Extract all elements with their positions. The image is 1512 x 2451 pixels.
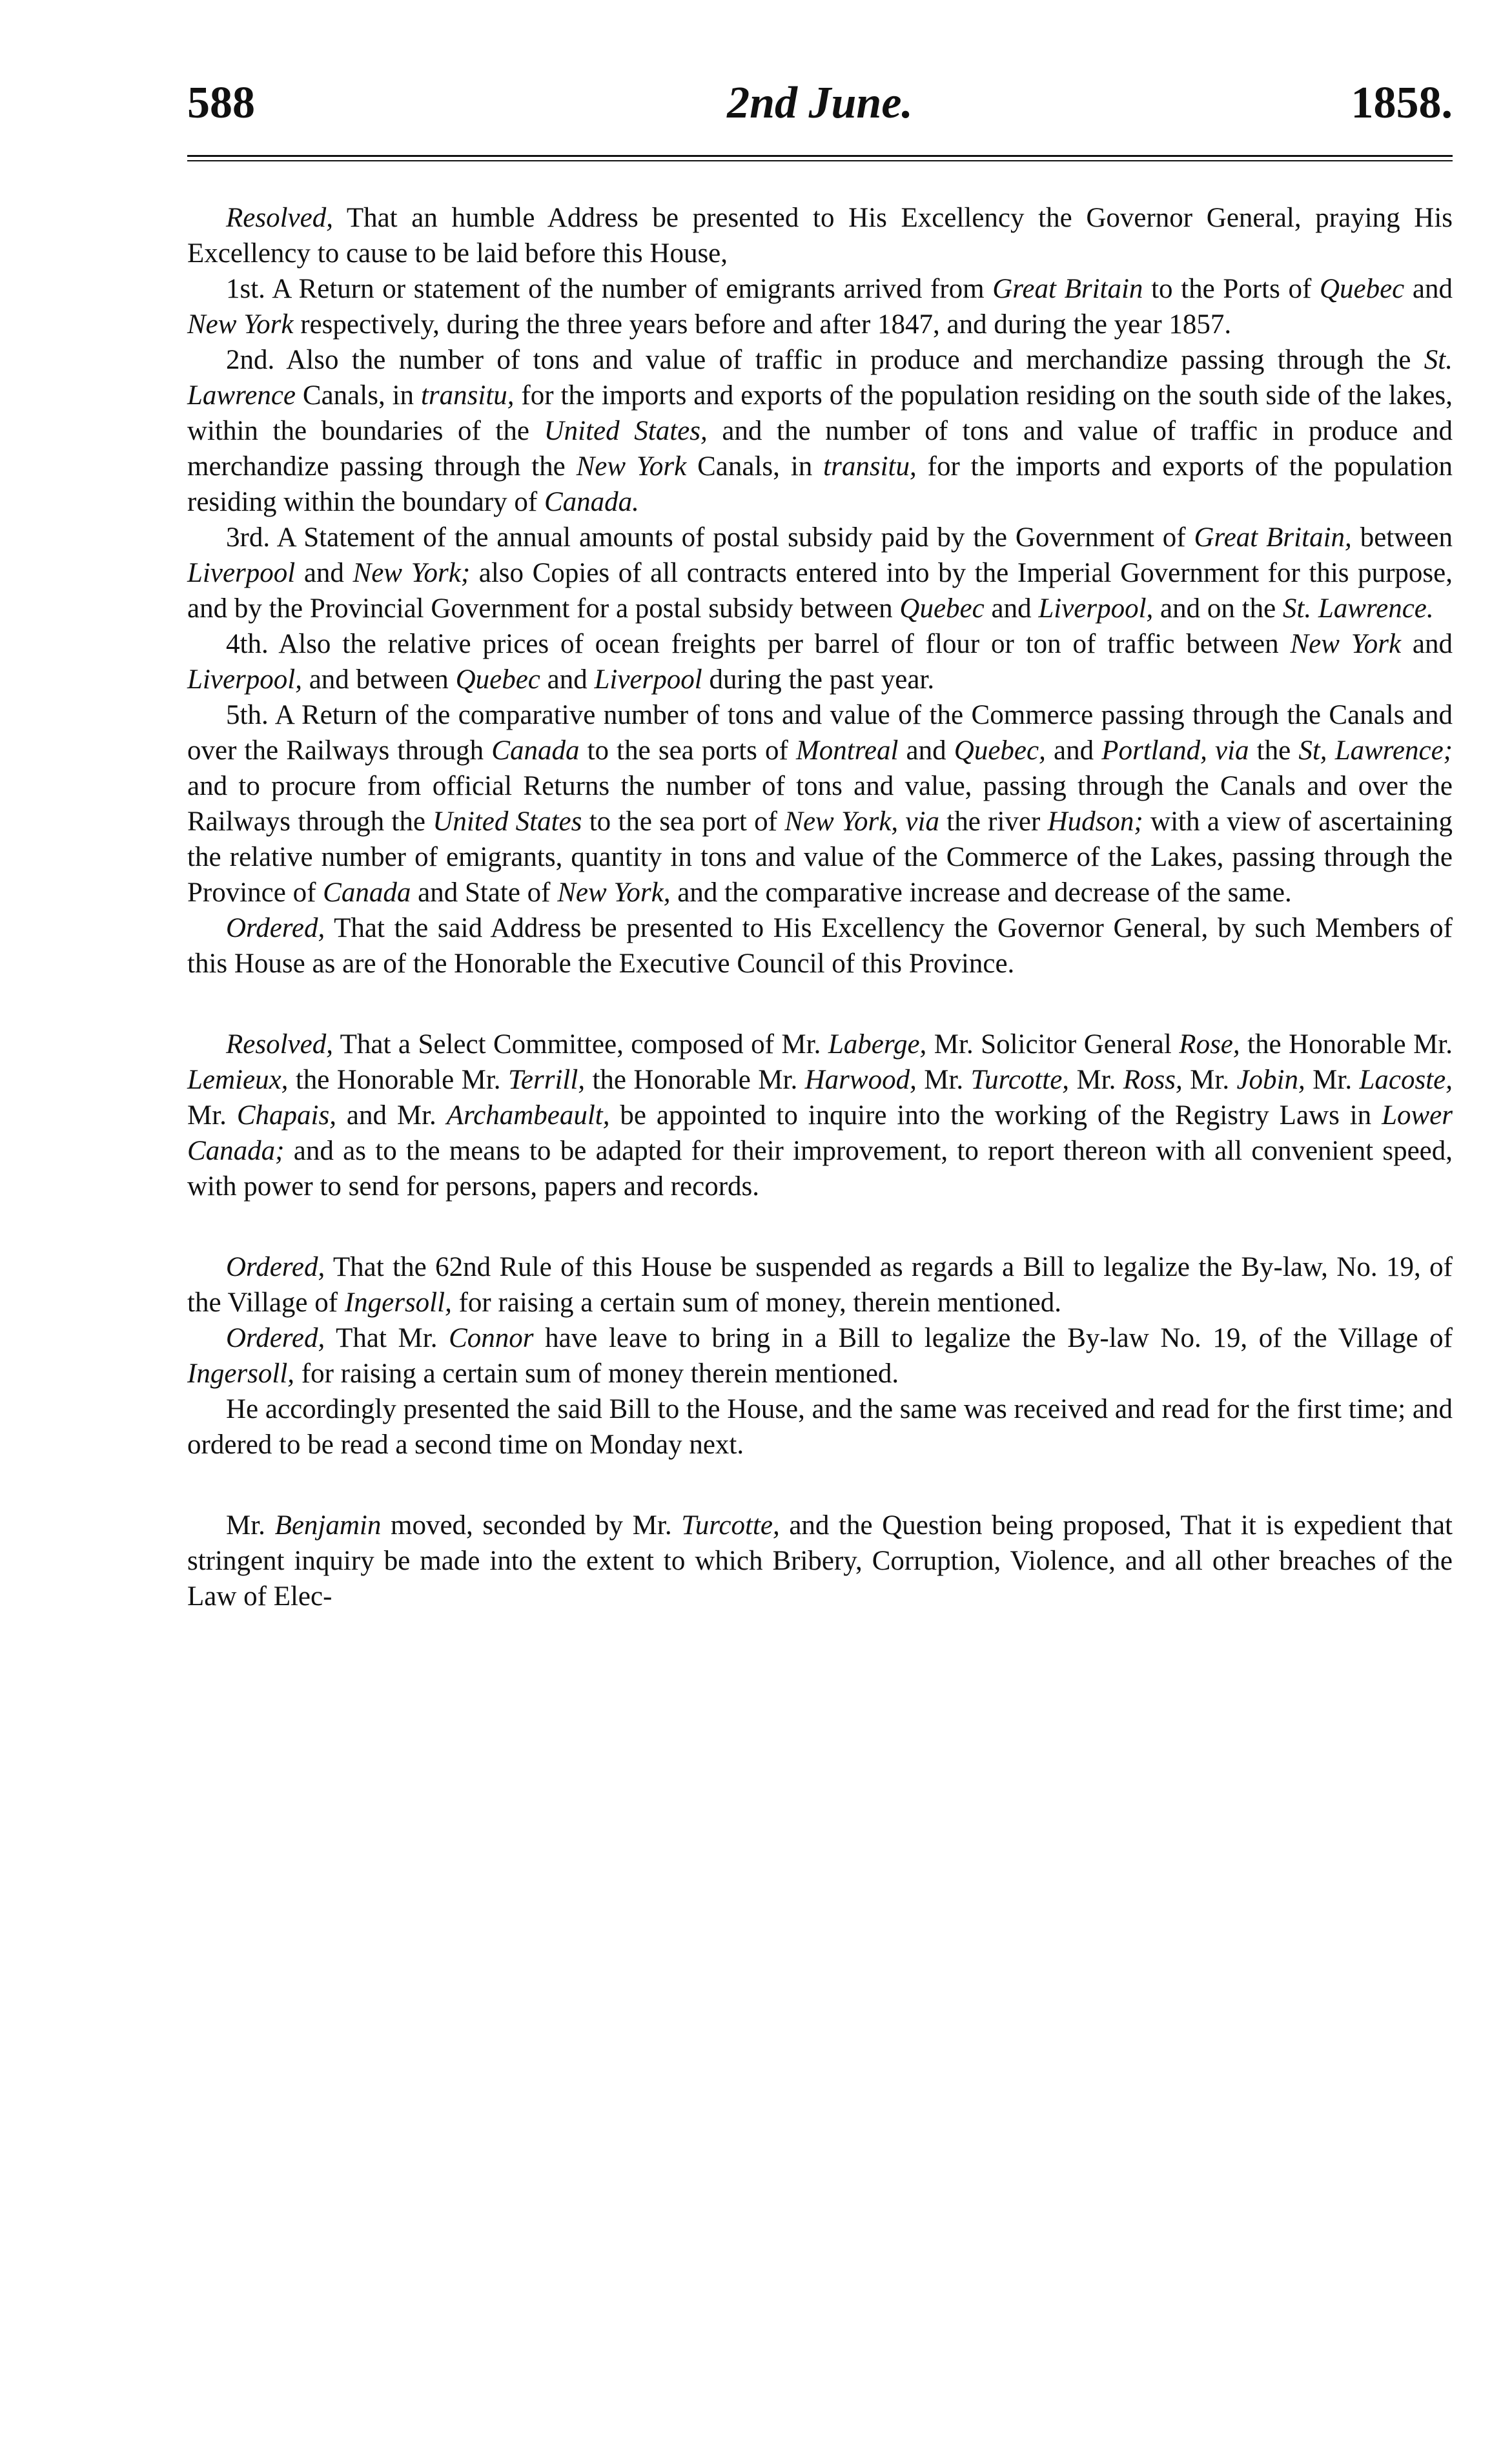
italic-run: Ingersoll, — [344, 1287, 452, 1318]
italic-run: Canada — [491, 735, 580, 766]
text-run: 5th. A Return of the comparative number of tons and value of the Commerce passing through the Canals and over the Railways through — [187, 700, 1453, 766]
text-run: 3rd. A Statement of the annual amounts of postal subsidy paid by the Government of — [226, 522, 1194, 553]
paragraph — [187, 271, 1453, 342]
italic-run: Lemieux, — [187, 1065, 289, 1095]
italic-run: Terrill, — [507, 1065, 586, 1095]
text-run: be appointed to inquire into the working of the Registry Laws in — [609, 1100, 1382, 1131]
italic-run: Great Britain, — [1194, 522, 1352, 553]
text-run: the Honorable Mr. — [1240, 1029, 1453, 1060]
text-run: and to procure from official Returns the number of tons and value, passing through the Canals and over the Railways through the — [187, 771, 1453, 837]
paragraph — [187, 1391, 1453, 1462]
text-run: Mr. Solicitor General — [926, 1029, 1180, 1060]
text-run: and Mr. — [336, 1100, 447, 1131]
section-2 — [187, 1027, 1453, 1204]
text-run: 2nd. Also the number of tons and value of traffic in produce and merchandize passing through the — [226, 345, 1424, 375]
paragraph — [187, 1508, 1453, 1614]
text-run: and — [1401, 629, 1453, 659]
italic-run: Archambeault, — [446, 1100, 610, 1131]
paragraph — [187, 1320, 1453, 1391]
italic-run: transitu, — [420, 380, 515, 411]
text-run: and — [540, 664, 595, 695]
italic-run: Ingersoll, — [187, 1359, 295, 1389]
text-run: and the Question being proposed, That it is expedient that stringent inquiry be made into the extent to which Bribery, Corruption, Violence, and all other breaches of the Law of Elec- — [187, 1510, 1453, 1612]
text-run: and the number of tons and value of traffic in produce and merchandize passing through the — [187, 416, 1453, 482]
italic-run: Canada. — [544, 487, 639, 517]
italic-run: Quebec — [1319, 274, 1405, 304]
header-rule-secondary — [187, 160, 1453, 161]
text-run: and the comparative increase and decrease of the same. — [670, 877, 1292, 908]
text-run: That the said Address be presented to His Excellency the Governor General, by such Members of this House as are of the Honorable the Executive Council of this Province. — [187, 913, 1453, 979]
text-run: and — [1045, 735, 1102, 766]
paragraph — [187, 910, 1453, 981]
page-number: 588 — [187, 78, 255, 128]
italic-run: Portland, — [1101, 735, 1207, 766]
italic-run: Liverpool — [187, 558, 296, 588]
italic-run: Resolved, — [226, 203, 333, 233]
text-run: to the Ports of — [1143, 274, 1320, 304]
italic-run: Montreal — [795, 735, 899, 766]
italic-run: Chapais, — [236, 1100, 336, 1131]
text-run: Mr. — [187, 1100, 237, 1131]
italic-run: St. Lawrence — [187, 345, 1453, 411]
section-3 — [187, 1249, 1453, 1462]
italic-run: transitu, — [823, 451, 917, 482]
text-run — [1207, 735, 1215, 766]
paragraph — [187, 1249, 1453, 1320]
text-run: and on the — [1153, 593, 1283, 624]
text-run: the — [1249, 735, 1299, 766]
italic-run: via — [1215, 735, 1249, 766]
text-run: during the past year. — [702, 664, 935, 695]
italic-run: Benjamin — [274, 1510, 382, 1541]
italic-run: Canada — [323, 877, 411, 908]
italic-run: New York, — [557, 877, 671, 908]
paragraph — [187, 200, 1453, 271]
text-run: That Mr. — [325, 1323, 449, 1353]
italic-run: St. Lawrence. — [1282, 593, 1434, 624]
italic-run: Turcotte, — [681, 1510, 780, 1541]
italic-run: Quebec — [899, 593, 985, 624]
text-run: to the sea ports of — [579, 735, 796, 766]
text-run: He accordingly presented the said Bill to the House, and the same was received and read for the first time; and ordered to be read a second time on Monday next. — [187, 1394, 1453, 1460]
text-run: and — [1404, 274, 1453, 304]
italic-run: New York; — [352, 558, 471, 588]
italic-run: Liverpool, — [187, 664, 302, 695]
text-run: 1st. A Return or statement of the number of emigrants arrived from — [226, 274, 993, 304]
text-run: and — [295, 558, 353, 588]
text-run: for raising a certain sum of money, therein mentioned. — [451, 1287, 1061, 1318]
italic-run: New York — [187, 309, 294, 340]
italic-run: Great Britain — [992, 274, 1143, 304]
paragraph — [187, 697, 1453, 910]
text-run: Canals, in — [686, 451, 824, 482]
italic-run: Liverpool, — [1038, 593, 1154, 624]
text-run: Mr. — [1182, 1065, 1237, 1095]
paragraph — [187, 520, 1453, 626]
italic-run: Rose, — [1179, 1029, 1240, 1060]
text-run: with a view of ascertaining the relative number of emigrants, quantity in tons and value of the Commerce of the Lakes, passing through the Province of — [187, 806, 1453, 908]
section-1 — [187, 200, 1453, 981]
section-4 — [187, 1508, 1453, 1614]
italic-run: Ordered, — [226, 1252, 325, 1282]
text-run: for raising a certain sum of money therein mentioned. — [294, 1359, 899, 1389]
text-run: the Honorable Mr. — [585, 1065, 805, 1095]
italic-run: Quebec, — [954, 735, 1046, 766]
text-run: to the sea port of — [582, 806, 785, 837]
italic-run: United States — [433, 806, 582, 837]
text-run: and as to the means to be adapted for their improvement, to report thereon with all convenient speed, with power to send for persons, papers and records. — [187, 1136, 1453, 1202]
text-run: and — [898, 735, 954, 766]
italic-run: United States, — [544, 416, 708, 446]
italic-run: Ross, — [1123, 1065, 1183, 1095]
text-run: Mr. — [226, 1510, 275, 1541]
document-page — [187, 77, 1453, 1659]
text-run: Mr. — [1069, 1065, 1123, 1095]
italic-run: Liverpool — [594, 664, 702, 695]
text-run: Canals, in — [296, 380, 421, 411]
italic-run: via — [905, 806, 939, 837]
paragraph — [187, 342, 1453, 520]
text-run: respectively, during the three years before and after 1847, and during the year 1857. — [293, 309, 1232, 340]
italic-run: Lower Canada; — [187, 1100, 1453, 1166]
text-run: and State of — [411, 877, 558, 908]
text-run: Mr. — [1305, 1065, 1360, 1095]
italic-run: Quebec — [455, 664, 540, 695]
body-content — [187, 200, 1453, 1614]
text-run: for the imports and exports of the population residing on the south side of the lakes, within the boundaries of the — [187, 380, 1453, 446]
italic-run: Ordered, — [226, 913, 325, 943]
text-run: also Copies of all contracts entered into by the Imperial Government for this purpose, and by the Provincial Government for a postal subsidy between — [187, 558, 1453, 624]
italic-run: Laberge, — [828, 1029, 927, 1060]
page-year: 1858. — [1351, 78, 1453, 128]
text-run: moved, seconded by Mr. — [381, 1510, 682, 1541]
italic-run: Resolved, — [226, 1029, 333, 1060]
italic-run: Harwood, — [804, 1065, 917, 1095]
paragraph — [187, 626, 1453, 697]
text-run — [898, 806, 905, 837]
text-run: That the 62nd Rule of this House be suspended as regards a Bill to legalize the By-law, No. 19, of the Village of — [187, 1252, 1453, 1318]
text-run: for the imports and exports of the population residing within the boundary of — [187, 451, 1453, 517]
page-header — [187, 77, 1453, 142]
header-rule — [187, 155, 1453, 157]
text-run: Mr. — [916, 1065, 971, 1095]
italic-run: New York — [1290, 629, 1402, 659]
text-run: the river — [939, 806, 1048, 837]
italic-run: St, Lawrence; — [1298, 735, 1453, 766]
text-run: and between — [301, 664, 456, 695]
italic-run: Lacoste, — [1359, 1065, 1453, 1095]
text-run: That an humble Address be presented to His Excellency the Governor General, praying His Excellency to cause to be laid before this House, — [187, 203, 1453, 269]
text-run: That a Select Committee, composed of Mr. — [332, 1029, 828, 1060]
page-date: 2nd June. — [727, 78, 913, 128]
paragraph — [187, 1027, 1453, 1204]
text-run: between — [1351, 522, 1453, 553]
italic-run: New York — [576, 451, 687, 482]
text-run: the Honorable Mr. — [288, 1065, 508, 1095]
italic-run: New York, — [784, 806, 899, 837]
text-run: have leave to bring in a Bill to legalize the By-law No. 19, of the Village of — [533, 1323, 1453, 1353]
italic-run: Ordered, — [226, 1323, 325, 1353]
italic-run: Connor — [449, 1323, 534, 1353]
italic-run: Turcotte, — [970, 1065, 1070, 1095]
text-run: and — [984, 593, 1039, 624]
italic-run: Hudson; — [1047, 806, 1143, 837]
text-run: 4th. Also the relative prices of ocean freights per barrel of flour or ton of traffic between — [226, 629, 1291, 659]
italic-run: Jobin, — [1236, 1065, 1305, 1095]
